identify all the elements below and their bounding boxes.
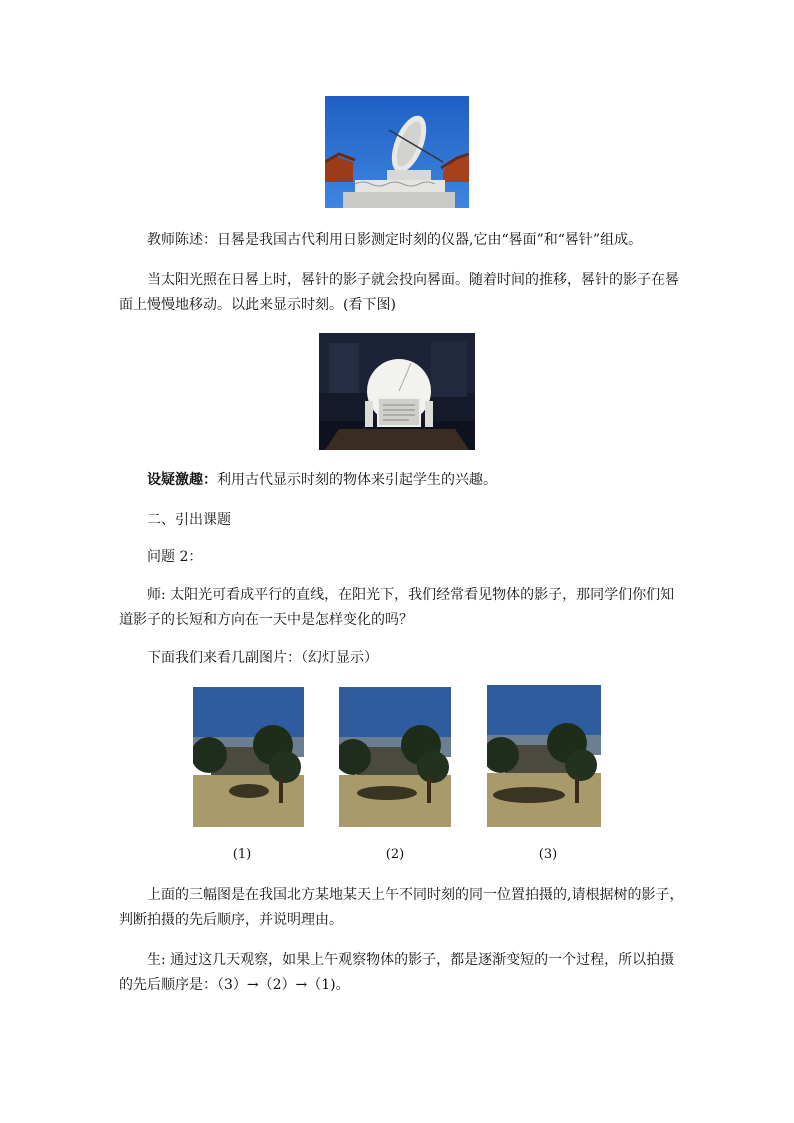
inquiry-label: 设疑激趣： [147,472,217,488]
paragraph-teacher-line2: 道影子的长短和方向在一天中是怎样变化的吗？ [119,612,413,628]
paragraph-student-line2: 的先后顺序是：（3）→（2）→（1)。 [119,977,350,993]
sundial-photo [325,96,469,208]
inquiry-text: 利用古代显示时刻的物体来引起学生的兴趣。 [217,472,497,488]
paragraph-slides: 下面我们来看几副图片：（幻灯显示） [147,650,378,666]
question-label: 问题 2： [147,549,203,565]
section-heading: 二、引出课题 [147,512,231,528]
caption-photo-2: (2) [385,847,405,862]
paragraph-sunlight-line1: 当太阳光照在日晷上时，晷针的影子就会投向晷面。随着时间的推移，晷针的影子在晷 [147,272,679,288]
paragraph-inquiry [147,470,497,490]
paragraph-question-line2: 判断拍摄的先后顺序，并说明理由。 [119,912,343,928]
paragraph-teacher-statement: 教师陈述：日晷是我国古代利用日影测定时刻的仪器,它由“晷面”和“晷针”组成。 [147,232,643,248]
paragraph-student-line1: 生: 通过这几天观察，如果上午观察物体的影子，都是逐渐变短的一个过程，所以拍摄 [147,952,675,968]
paragraph-sunlight-line2: 面上慢慢地移动。以此来显示时刻。(看下图) [119,297,396,313]
indoor-sundial-photo [319,333,475,450]
tree-shadow-photo-1 [193,687,304,827]
paragraph-question-line1: 上面的三幅图是在我国北方某地某天上午不同时刻的同一位置拍摄的,请根据树的影子， [147,887,684,903]
paragraph-teacher-line1: 师: 太阳光可看成平行的直线，在阳光下，我们经常看见物体的影子，那同学们你们知 [147,587,675,603]
tree-shadow-photo-2 [339,687,451,827]
tree-shadow-photo-3 [487,685,601,827]
caption-photo-3: (3) [538,847,558,862]
caption-photo-1: (1) [232,847,252,862]
